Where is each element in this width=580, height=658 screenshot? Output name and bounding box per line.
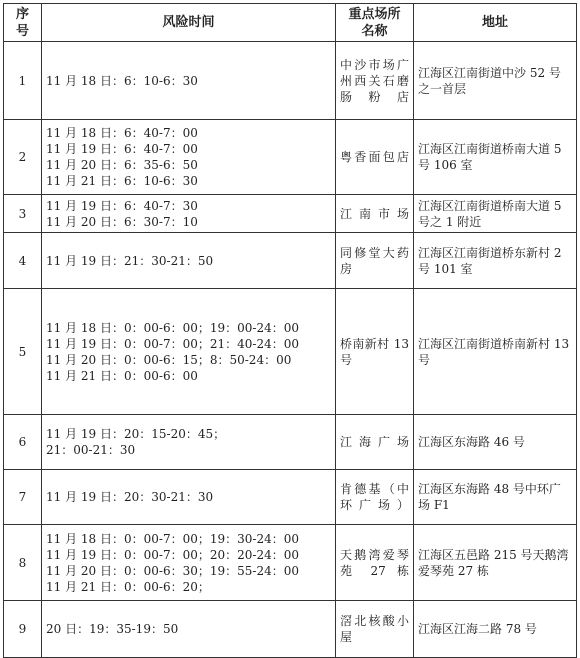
risk-time-line: 11 月 21 日：0：00-6：00: [46, 368, 198, 383]
row-index: 3: [4, 195, 42, 233]
table-row: [4, 601, 577, 658]
risk-time-cell: [42, 120, 336, 195]
header-index: 序号: [4, 4, 42, 42]
row-index: 8: [4, 525, 42, 601]
risk-time-cell: [42, 415, 336, 470]
table-row: [4, 42, 577, 120]
risk-time-line: 11 月 18 日：6：10-6：30: [46, 73, 198, 88]
place-name-cell: 粤香面包店: [336, 120, 414, 195]
place-name-cell: 中沙市场广州西关石磨肠粉店: [336, 42, 414, 120]
risk-time-cell: [42, 470, 336, 525]
place-name-cell: 滘北核酸小屋: [336, 601, 414, 658]
risk-time-cell: [42, 289, 336, 415]
row-index: 7: [4, 470, 42, 525]
place-name-cell: 桥南新村 13 号: [336, 289, 414, 415]
risk-time-cell: [42, 42, 336, 120]
risk-time-line: 20 日：19：35-19：50: [46, 622, 179, 636]
risk-time-cell: [42, 195, 336, 233]
risk-time-cell: [42, 601, 336, 658]
table-row: [4, 289, 577, 415]
address-cell: 江海区江南街道中沙 52 号之一首层: [414, 42, 577, 120]
table-row: [4, 120, 577, 195]
address-cell: 江海区东海路 46 号: [414, 415, 577, 470]
risk-time-line: 21：00-21：30: [46, 443, 136, 457]
table-row: [4, 525, 577, 601]
risk-time-line: 11 月 19 日：21：30-21：50: [46, 253, 214, 268]
address-cell: 江海区江海二路 78 号: [414, 601, 577, 658]
address-cell: 江海区江南街道桥南新村 13 号: [414, 289, 577, 415]
risk-time-line: 11 月 18 日：0：00-7：00；19：30-24：00: [46, 531, 299, 546]
risk-time-line: 11 月 18 日：6：40-7：00: [46, 126, 198, 140]
risk-time-line: 11 月 20 日：0：00-6：15；8：50-24：00: [46, 352, 292, 367]
row-index: 6: [4, 415, 42, 470]
header-risk-time: 风险时间: [42, 4, 336, 42]
row-index: 5: [4, 289, 42, 415]
address-cell: 江海区江南街道桥东新村 2 号 101 室: [414, 233, 577, 289]
place-name-cell: 同修堂大药房: [336, 233, 414, 289]
risk-time-line: 11 月 19 日：20：30-21：30: [46, 490, 214, 504]
table-row: [4, 470, 577, 525]
row-index: 4: [4, 233, 42, 289]
risk-time-line: 11 月 21 日：0：00-6：20；: [46, 579, 210, 594]
risk-time-line: 11 月 20 日：6：30-7：10: [46, 214, 198, 229]
risk-time-cell: [42, 525, 336, 601]
table-row: [4, 233, 577, 289]
risk-time-line: 11 月 18 日：0：00-6：00；19：00-24：00: [46, 320, 299, 335]
address-cell: 江海区东海路 48 号中环广场 F1: [414, 470, 577, 525]
header-row: [4, 4, 577, 42]
risk-time-line: 11 月 20 日：0：00-6：30；19：55-24：00: [46, 563, 299, 578]
row-index: 9: [4, 601, 42, 658]
address-cell: 江海区江南街道桥南大道 5 号 106 室: [414, 120, 577, 195]
place-name-cell: 肯德基（中环广场）: [336, 470, 414, 525]
table-row: [4, 195, 577, 233]
place-name-cell: 江海广场: [336, 415, 414, 470]
address-cell: 江海区五邑路 215 号天鹅湾爱琴苑 27 栋: [414, 525, 577, 601]
risk-time-line: 11 月 19 日：0：00-7：00；21：40-24：00: [46, 336, 299, 351]
place-name-cell: 江南市场: [336, 195, 414, 233]
risk-time-line: 11 月 19 日：6：40-7：00: [46, 142, 198, 156]
row-index: 2: [4, 120, 42, 195]
risk-places-table-container: [3, 3, 577, 658]
header-place-name: 重点场所名称: [336, 4, 414, 42]
header-address: 地址: [414, 4, 577, 42]
risk-time-line: 11 月 19 日：0：00-7：00；20：20-24：00: [46, 547, 299, 562]
row-index: 1: [4, 42, 42, 120]
table-row: [4, 415, 577, 470]
risk-time-line: 11 月 21 日：6：10-6：30: [46, 174, 198, 188]
risk-time-line: 11 月 19 日：20：15-20：45；: [46, 427, 226, 441]
risk-time-cell: [42, 233, 336, 289]
risk-time-line: 11 月 19 日：6：40-7：30: [46, 198, 198, 213]
risk-time-line: 11 月 20 日：6：35-6：50: [46, 158, 198, 172]
place-name-cell: 天鹅湾爱琴苑 27 栋: [336, 525, 414, 601]
risk-places-table: [3, 3, 577, 658]
address-cell: 江海区江南街道桥南大道 5 号之 1 附近: [414, 195, 577, 233]
